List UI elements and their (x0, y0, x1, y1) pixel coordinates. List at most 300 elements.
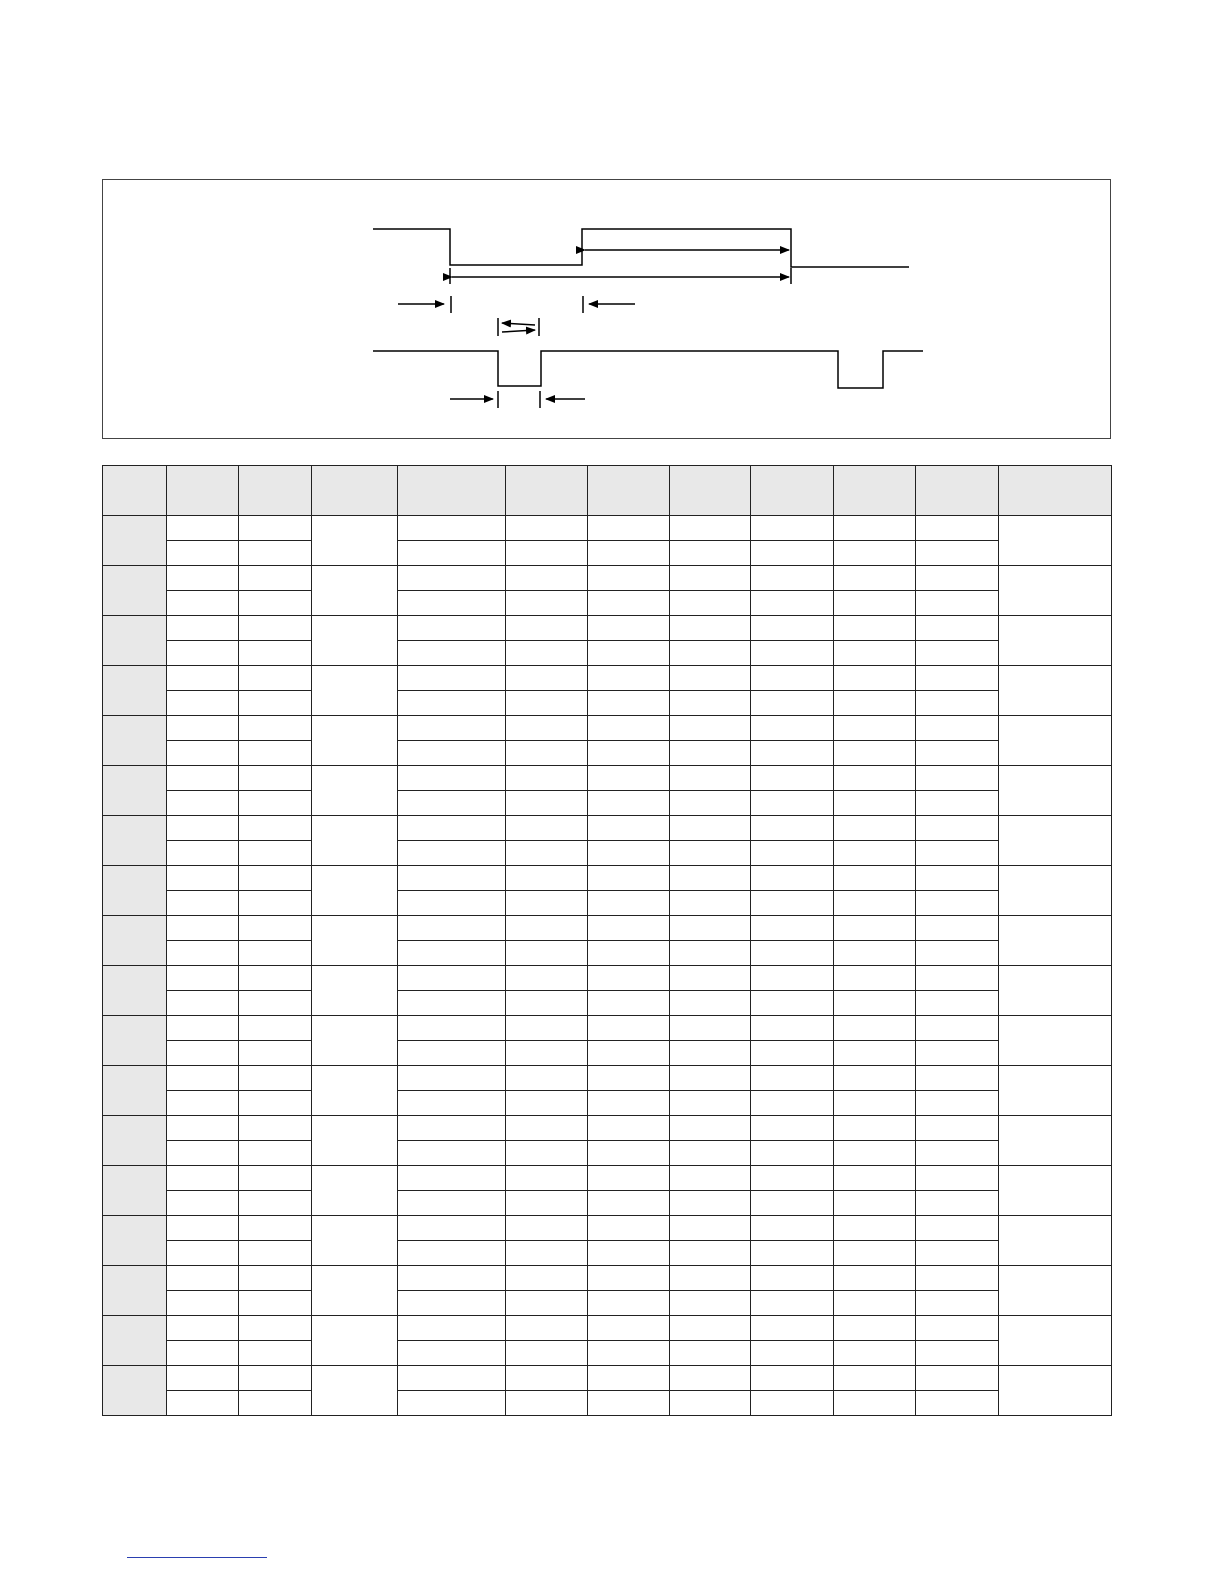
table-cell (670, 1316, 751, 1341)
table-cell (670, 1291, 751, 1316)
table-cell (398, 1116, 506, 1141)
table-cell (167, 1016, 239, 1041)
table-row (103, 1041, 1112, 1066)
header-cell (588, 466, 670, 516)
table-cell (999, 816, 1112, 866)
table-cell (506, 1191, 588, 1216)
table-cell (670, 1116, 751, 1141)
table-cell (999, 1316, 1112, 1366)
table-cell (506, 1266, 588, 1291)
table-cell (506, 1141, 588, 1166)
table-row (103, 891, 1112, 916)
phase-arrow-forward (502, 330, 535, 332)
table-cell (751, 791, 834, 816)
table-cell (239, 816, 312, 841)
table-cell (916, 691, 999, 716)
table-cell (751, 541, 834, 566)
table-cell (588, 991, 670, 1016)
table-row (103, 916, 1112, 941)
table-cell (398, 791, 506, 816)
table-cell (916, 1141, 999, 1166)
table-cell (398, 1316, 506, 1341)
table-cell (506, 1241, 588, 1266)
table-cell (751, 566, 834, 591)
table-cell (588, 941, 670, 966)
table-cell (916, 1316, 999, 1341)
table-cell (670, 1391, 751, 1416)
table-cell (588, 1391, 670, 1416)
table-cell (916, 641, 999, 666)
table-cell (239, 1341, 312, 1366)
table-cell (916, 1191, 999, 1216)
table-cell (167, 616, 239, 641)
table-cell (834, 1391, 916, 1416)
table-cell (167, 541, 239, 566)
table-cell (588, 891, 670, 916)
table-cell (239, 591, 312, 616)
table-cell (834, 791, 916, 816)
table-cell (834, 666, 916, 691)
table-cell (167, 1141, 239, 1166)
table-cell (312, 1166, 398, 1216)
table-cell (588, 1291, 670, 1316)
table-cell (398, 566, 506, 591)
table-cell (751, 1091, 834, 1116)
table-cell (239, 1391, 312, 1416)
table-cell (834, 716, 916, 741)
table-cell (588, 1191, 670, 1216)
mode-cell (103, 966, 167, 1016)
table-row (103, 1091, 1112, 1116)
table-cell (398, 1341, 506, 1366)
table-cell (398, 966, 506, 991)
table-cell (167, 941, 239, 966)
table-cell (916, 941, 999, 966)
table-cell (167, 741, 239, 766)
table-cell (239, 1166, 312, 1191)
table-cell (916, 1016, 999, 1041)
table-cell (312, 1366, 398, 1416)
table-cell (999, 516, 1112, 566)
mode-cell (103, 1216, 167, 1266)
table-cell (916, 841, 999, 866)
table-cell (167, 891, 239, 916)
table-cell (398, 1266, 506, 1291)
mode-cell (103, 916, 167, 966)
table-cell (239, 566, 312, 591)
table-cell (588, 1041, 670, 1066)
table-cell (834, 1191, 916, 1216)
table-cell (916, 966, 999, 991)
table-cell (506, 1316, 588, 1341)
table-cell (239, 966, 312, 991)
table-cell (588, 1266, 670, 1291)
table-cell (398, 541, 506, 566)
table-cell (670, 516, 751, 541)
table-cell (398, 741, 506, 766)
table-cell (239, 991, 312, 1016)
mode-cell (103, 666, 167, 716)
table-cell (506, 866, 588, 891)
table-cell (588, 1166, 670, 1191)
table-cell (751, 1266, 834, 1291)
table-cell (398, 716, 506, 741)
table-cell (670, 616, 751, 641)
footer-link-rule (127, 1557, 267, 1558)
table-cell (670, 991, 751, 1016)
table-cell (506, 591, 588, 616)
table-cell (834, 766, 916, 791)
table-cell (167, 1291, 239, 1316)
table-cell (167, 1216, 239, 1241)
table-cell (398, 591, 506, 616)
table-cell (588, 1091, 670, 1116)
table-cell (506, 841, 588, 866)
table-cell (506, 1166, 588, 1191)
table-cell (398, 516, 506, 541)
table-cell (751, 1366, 834, 1391)
table-cell (999, 1266, 1112, 1316)
header-cell (751, 466, 834, 516)
table-cell (834, 816, 916, 841)
table-cell (999, 1016, 1112, 1066)
table-cell (398, 1066, 506, 1091)
table-cell (398, 941, 506, 966)
mode-cell (103, 1316, 167, 1366)
table-cell (834, 1216, 916, 1241)
table-cell (506, 791, 588, 816)
table-cell (239, 666, 312, 691)
table-cell (999, 566, 1112, 616)
table-cell (670, 1166, 751, 1191)
table-row (103, 641, 1112, 666)
table-header-row (103, 466, 1112, 516)
table-cell (670, 941, 751, 966)
table-cell (751, 866, 834, 891)
table-cell (834, 1141, 916, 1166)
table-cell (312, 916, 398, 966)
table-cell (751, 1016, 834, 1041)
table-cell (670, 541, 751, 566)
table-cell (916, 891, 999, 916)
table-cell (167, 1091, 239, 1116)
table-cell (506, 916, 588, 941)
table-cell (670, 1091, 751, 1116)
table-cell (999, 1066, 1112, 1116)
table-cell (999, 616, 1112, 666)
table-cell (751, 1316, 834, 1341)
table-cell (588, 641, 670, 666)
table-row (103, 1116, 1112, 1141)
table-cell (398, 991, 506, 1016)
table-cell (506, 741, 588, 766)
table-cell (751, 516, 834, 541)
table-row (103, 1066, 1112, 1091)
table-cell (751, 1066, 834, 1091)
header-cell (103, 466, 167, 516)
table-cell (751, 666, 834, 691)
table-cell (670, 1341, 751, 1366)
table-row (103, 1291, 1112, 1316)
table-cell (312, 966, 398, 1016)
table-cell (751, 1116, 834, 1141)
table-cell (506, 541, 588, 566)
table-row (103, 816, 1112, 841)
table-cell (834, 866, 916, 891)
table-cell (167, 591, 239, 616)
table-cell (751, 816, 834, 841)
table-cell (834, 1316, 916, 1341)
table-row (103, 716, 1112, 741)
table-cell (167, 641, 239, 666)
timing-diagram (103, 180, 1112, 440)
table-cell (916, 1091, 999, 1116)
mode-cell (103, 1266, 167, 1316)
table-cell (916, 616, 999, 641)
table-cell (167, 1316, 239, 1341)
table-cell (916, 1241, 999, 1266)
table-cell (834, 991, 916, 1016)
table-cell (398, 1191, 506, 1216)
table-cell (398, 691, 506, 716)
table-cell (751, 941, 834, 966)
header-cell (506, 466, 588, 516)
table-cell (312, 1266, 398, 1316)
table-cell (999, 666, 1112, 716)
table-cell (670, 841, 751, 866)
table-cell (834, 641, 916, 666)
table-cell (588, 591, 670, 616)
table-cell (670, 1016, 751, 1041)
table-cell (239, 716, 312, 741)
table-cell (751, 691, 834, 716)
table-row (103, 1241, 1112, 1266)
header-cell (167, 466, 239, 516)
table-cell (506, 566, 588, 591)
table-cell (751, 741, 834, 766)
table-cell (751, 716, 834, 741)
table-cell (670, 966, 751, 991)
table-cell (588, 516, 670, 541)
table-row (103, 1341, 1112, 1366)
table-cell (239, 1241, 312, 1266)
table-cell (999, 966, 1112, 1016)
table-cell (588, 666, 670, 691)
table-cell (239, 516, 312, 541)
header-cell (999, 466, 1112, 516)
table-cell (751, 641, 834, 666)
table-cell (506, 716, 588, 741)
table-cell (167, 1391, 239, 1416)
table-cell (167, 716, 239, 741)
table-cell (999, 766, 1112, 816)
table-cell (506, 1366, 588, 1391)
table-cell (167, 1366, 239, 1391)
table-cell (239, 1191, 312, 1216)
table-cell (916, 741, 999, 766)
table-cell (588, 1116, 670, 1141)
table-cell (751, 1191, 834, 1216)
table-cell (312, 566, 398, 616)
table-cell (670, 766, 751, 791)
table-cell (834, 1091, 916, 1116)
table-cell (239, 1216, 312, 1241)
table-cell (916, 866, 999, 891)
table-cell (239, 866, 312, 891)
table-cell (506, 691, 588, 716)
table-cell (312, 1316, 398, 1366)
table-cell (751, 916, 834, 941)
table-cell (916, 566, 999, 591)
table-cell (999, 716, 1112, 766)
table-cell (506, 1091, 588, 1116)
table-cell (751, 1391, 834, 1416)
table-cell (588, 1216, 670, 1241)
table-cell (751, 1041, 834, 1066)
timing-mode-table (102, 465, 1112, 1416)
table-cell (588, 541, 670, 566)
table-cell (239, 1291, 312, 1316)
mode-cell (103, 516, 167, 566)
header-cell (398, 466, 506, 516)
table-cell (834, 566, 916, 591)
mode-cell (103, 766, 167, 816)
table-cell (312, 1116, 398, 1166)
mode-cell (103, 566, 167, 616)
table-cell (834, 1241, 916, 1266)
table-cell (916, 591, 999, 616)
table-cell (167, 1066, 239, 1091)
table-cell (834, 516, 916, 541)
timing-diagram-panel (102, 179, 1111, 439)
table-cell (916, 1216, 999, 1241)
table-cell (588, 1316, 670, 1341)
table-row (103, 1316, 1112, 1341)
table-cell (398, 1291, 506, 1316)
table-cell (398, 1216, 506, 1241)
table-cell (670, 816, 751, 841)
table-cell (670, 1216, 751, 1241)
table-cell (167, 691, 239, 716)
table-cell (916, 1341, 999, 1366)
table-cell (751, 591, 834, 616)
table-cell (398, 766, 506, 791)
table-cell (834, 916, 916, 941)
table-cell (834, 691, 916, 716)
table-cell (834, 1266, 916, 1291)
table-cell (506, 1016, 588, 1041)
table-cell (239, 741, 312, 766)
table-cell (588, 766, 670, 791)
table-cell (670, 1266, 751, 1291)
table-cell (398, 641, 506, 666)
table-cell (239, 1366, 312, 1391)
table-cell (398, 616, 506, 641)
mode-cell (103, 1366, 167, 1416)
table-cell (312, 866, 398, 916)
table-cell (916, 1266, 999, 1291)
table-cell (506, 816, 588, 841)
table-cell (239, 1266, 312, 1291)
table-cell (167, 1241, 239, 1266)
table-cell (167, 1341, 239, 1366)
table-cell (999, 1116, 1112, 1166)
table-cell (506, 1216, 588, 1241)
table-cell (506, 941, 588, 966)
table-cell (834, 1291, 916, 1316)
vsync-waveform (373, 351, 923, 388)
table-cell (506, 1391, 588, 1416)
table-cell (588, 866, 670, 891)
table-cell (670, 1141, 751, 1166)
table-body (103, 516, 1112, 1416)
table-cell (916, 1066, 999, 1091)
table-cell (312, 516, 398, 566)
table-cell (239, 1316, 312, 1341)
table-cell (670, 1366, 751, 1391)
table-cell (239, 1041, 312, 1066)
table-row (103, 766, 1112, 791)
table-cell (751, 766, 834, 791)
table-row (103, 516, 1112, 541)
table-cell (398, 1016, 506, 1041)
table-cell (239, 1091, 312, 1116)
table-row (103, 1191, 1112, 1216)
table-cell (506, 666, 588, 691)
table-cell (398, 1091, 506, 1116)
table-cell (751, 1216, 834, 1241)
table-cell (834, 591, 916, 616)
table-cell (834, 891, 916, 916)
table-cell (916, 516, 999, 541)
hsync-waveform (373, 229, 909, 267)
table-cell (239, 791, 312, 816)
table-row (103, 1141, 1112, 1166)
table-cell (239, 891, 312, 916)
mode-cell (103, 1016, 167, 1066)
table-row (103, 866, 1112, 891)
table-cell (916, 766, 999, 791)
table-cell (239, 1066, 312, 1091)
table-cell (506, 966, 588, 991)
table-cell (588, 816, 670, 841)
table-cell (834, 1166, 916, 1191)
table-cell (506, 891, 588, 916)
table-cell (167, 1116, 239, 1141)
table-cell (916, 1291, 999, 1316)
table-cell (167, 1191, 239, 1216)
table-row (103, 1366, 1112, 1391)
table-cell (834, 1366, 916, 1391)
mode-cell (103, 866, 167, 916)
table-cell (916, 991, 999, 1016)
table-cell (239, 691, 312, 716)
table-cell (999, 916, 1112, 966)
table-cell (670, 716, 751, 741)
table-row (103, 941, 1112, 966)
table-cell (588, 691, 670, 716)
table-cell (999, 1216, 1112, 1266)
header-cell (834, 466, 916, 516)
table-cell (506, 766, 588, 791)
table-cell (506, 616, 588, 641)
table-cell (916, 1166, 999, 1191)
table-cell (751, 1291, 834, 1316)
table-cell (506, 1041, 588, 1066)
table-cell (834, 541, 916, 566)
table-cell (167, 916, 239, 941)
table-cell (916, 916, 999, 941)
